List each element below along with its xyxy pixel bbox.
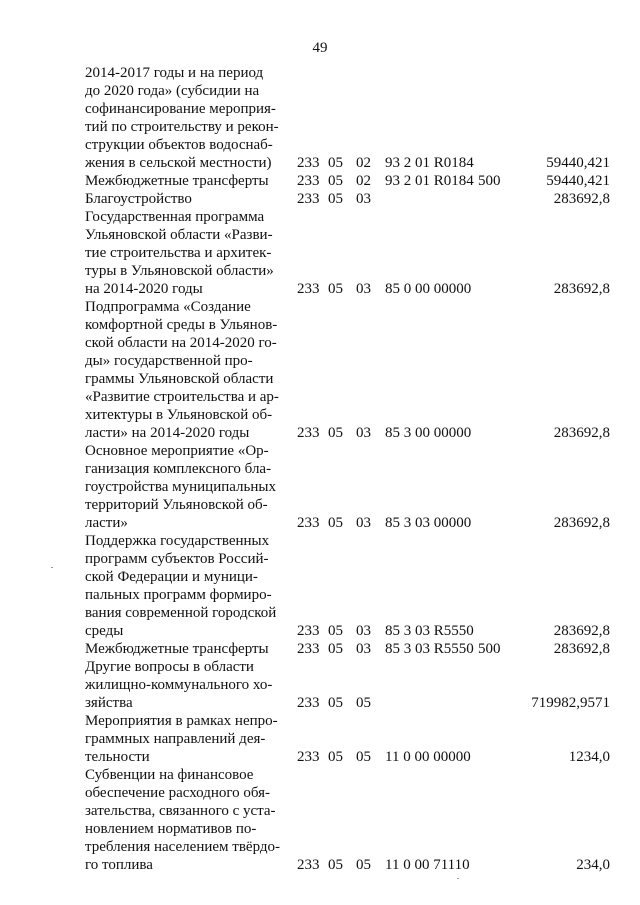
description-line: Межбюджетные трансферты — [85, 173, 269, 189]
description-line: Благоустройство — [85, 191, 192, 207]
description-line: Подпрограмма «Создание — [85, 299, 251, 315]
description-line: программ субъектов Россий- — [85, 551, 269, 567]
expense-type-code: 500 — [478, 641, 501, 657]
description-line: обеспечение расходного обя- — [85, 785, 271, 801]
admin-code: 233 — [297, 281, 320, 297]
section-code: 05 — [328, 695, 343, 711]
description-line: территорий Ульяновской об- — [85, 497, 268, 513]
description-line: ды» государственной про- — [85, 353, 253, 369]
row-description — [85, 658, 287, 712]
description-line: на 2014-2020 годы — [85, 281, 203, 297]
subsection-code: 02 — [356, 155, 371, 171]
description-line: Государственная программа — [85, 209, 265, 225]
description-line: жилищно-коммунального хо- — [85, 677, 273, 693]
row-description — [85, 766, 287, 874]
amount-value: 283692,8 — [553, 191, 610, 207]
description-line: до 2020 года» (субсидии на — [85, 83, 260, 99]
amount-value: 283692,8 — [553, 425, 610, 441]
table-row — [0, 172, 640, 190]
description-line: Ульяновской области «Разви- — [85, 227, 273, 243]
page-number: 49 — [312, 40, 328, 56]
description-line: Поддержка государственных — [85, 533, 270, 549]
description-line: ласти» на 2014-2020 годы — [85, 425, 250, 441]
description-line: новлением нормативов по- — [85, 821, 257, 837]
row-description — [85, 442, 287, 532]
description-line: комфортной среды в Ульянов- — [85, 317, 278, 333]
subsection-code: 03 — [356, 281, 371, 297]
admin-code: 233 — [297, 695, 320, 711]
description-line: Межбюджетные трансферты — [85, 641, 269, 657]
amount-value: 59440,421 — [546, 173, 610, 189]
table-row — [0, 658, 640, 712]
target-article-code: 85 3 03 R5550 — [385, 641, 474, 657]
description-line: гоустройства муниципальных — [85, 479, 276, 495]
description-line: зательства, связанного с уста- — [85, 803, 276, 819]
table-row — [0, 190, 640, 208]
admin-code: 233 — [297, 641, 320, 657]
amount-value: 283692,8 — [553, 281, 610, 297]
admin-code: 233 — [297, 425, 320, 441]
section-code: 05 — [328, 425, 343, 441]
subsection-code: 03 — [356, 641, 371, 657]
description-line: Мероприятия в рамках непро- — [85, 713, 278, 729]
description-line: ской области на 2014-2020 го- — [85, 335, 277, 351]
target-article-code: 85 0 00 00000 — [385, 281, 472, 297]
subsection-code: 05 — [356, 695, 371, 711]
expense-type-code: 500 — [478, 173, 501, 189]
description-line: вания современной городской — [85, 605, 277, 621]
target-article-code: 85 3 03 R5550 — [385, 623, 474, 639]
amount-value: 59440,421 — [546, 155, 610, 171]
description-line: «Развитие строительства и ар- — [85, 389, 279, 405]
row-description — [85, 208, 287, 298]
row-description — [85, 190, 287, 208]
section-code: 05 — [328, 857, 343, 873]
description-line: среды — [85, 623, 124, 639]
description-line: требления населением твёрдо- — [85, 839, 281, 855]
description-line: 2014-2017 годы и на период — [85, 65, 264, 81]
subsection-code: 03 — [356, 623, 371, 639]
section-code: 05 — [328, 749, 343, 765]
row-description — [85, 172, 287, 190]
target-article-code: 93 2 01 R0184 — [385, 155, 474, 171]
admin-code: 233 — [297, 515, 320, 531]
table-row — [0, 208, 640, 298]
description-line: ласти» — [85, 515, 128, 531]
table-row — [0, 298, 640, 442]
description-line: тельности — [85, 749, 150, 765]
description-line: тие строительства и архитек- — [85, 245, 272, 261]
row-description — [85, 298, 287, 442]
subsection-code: 05 — [356, 749, 371, 765]
amount-value: 283692,8 — [553, 641, 610, 657]
description-line: Основное мероприятие «Ор- — [85, 443, 269, 459]
table-row — [0, 532, 640, 640]
table-row — [0, 766, 640, 874]
description-line: ской Федерации и муници- — [85, 569, 258, 585]
description-line: тий по строительству и рекон- — [85, 119, 279, 135]
admin-code: 233 — [297, 191, 320, 207]
subsection-code: 03 — [356, 425, 371, 441]
description-line: го топлива — [85, 857, 153, 873]
amount-value: 234,0 — [576, 857, 610, 873]
row-description — [85, 532, 287, 640]
amount-value: 1234,0 — [568, 749, 610, 765]
description-line: жения в сельской местности) — [85, 155, 272, 171]
description-line: софинансирование мероприя- — [85, 101, 276, 117]
row-description — [85, 640, 287, 658]
section-code: 05 — [328, 173, 343, 189]
description-line: Субвенции на финансовое — [85, 767, 254, 783]
section-code: 05 — [328, 623, 343, 639]
description-line: Другие вопросы в области — [85, 659, 254, 675]
description-line: хитектуры в Ульяновской об- — [85, 407, 273, 423]
amount-value: 719982,9571 — [531, 695, 610, 711]
description-line: ганизация комплексного бла- — [85, 461, 272, 477]
section-code: 05 — [328, 191, 343, 207]
target-article-code: 11 0 00 00000 — [385, 749, 471, 765]
description-line: пальных программ формиро- — [85, 587, 272, 603]
description-line: граммы Ульяновской области — [85, 371, 274, 387]
table-row — [0, 640, 640, 658]
scan-speck — [457, 878, 459, 879]
target-article-code: 85 3 03 00000 — [385, 515, 472, 531]
target-article-code: 11 0 00 71110 — [385, 857, 470, 873]
amount-value: 283692,8 — [553, 623, 610, 639]
admin-code: 233 — [297, 857, 320, 873]
scan-speck — [51, 567, 53, 568]
subsection-code: 03 — [356, 191, 371, 207]
row-description — [85, 64, 287, 172]
subsection-code: 05 — [356, 857, 371, 873]
admin-code: 233 — [297, 173, 320, 189]
description-line: туры в Ульяновской области» — [85, 263, 274, 279]
subsection-code: 03 — [356, 515, 371, 531]
table-row — [0, 64, 640, 172]
table-row — [0, 712, 640, 766]
admin-code: 233 — [297, 749, 320, 765]
row-description — [85, 712, 287, 766]
subsection-code: 02 — [356, 173, 371, 189]
table-row — [0, 442, 640, 532]
description-line: граммных направлений дея- — [85, 731, 266, 747]
amount-value: 283692,8 — [553, 515, 610, 531]
admin-code: 233 — [297, 155, 320, 171]
description-line: струкции объектов водоснаб- — [85, 137, 273, 153]
target-article-code: 93 2 01 R0184 — [385, 173, 474, 189]
section-code: 05 — [328, 155, 343, 171]
admin-code: 233 — [297, 623, 320, 639]
description-line: зяйства — [85, 695, 133, 711]
target-article-code: 85 3 00 00000 — [385, 425, 472, 441]
section-code: 05 — [328, 281, 343, 297]
section-code: 05 — [328, 641, 343, 657]
section-code: 05 — [328, 515, 343, 531]
